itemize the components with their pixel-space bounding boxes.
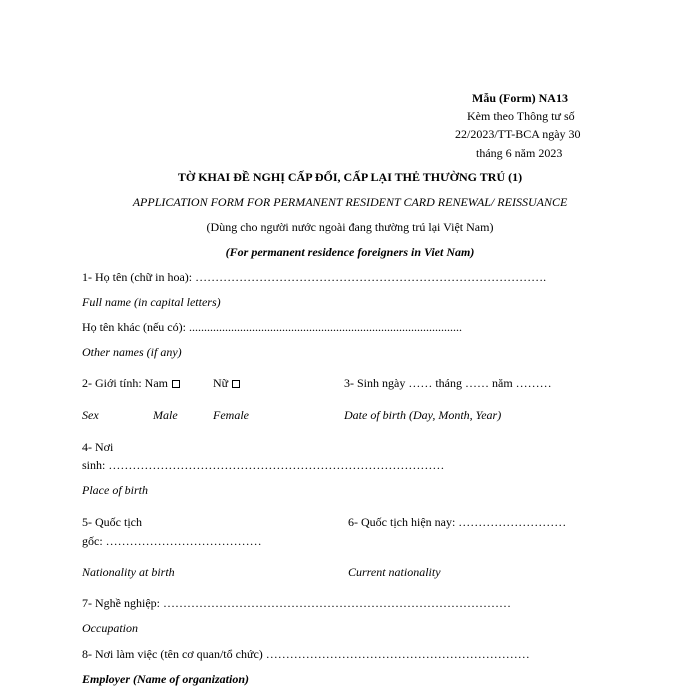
female-label: Nữ: [213, 376, 229, 390]
employer-en-label: Employer (Name of organization): [82, 672, 249, 686]
sex-male-label: 2- Giới tính: Nam: [82, 376, 169, 390]
form-subtitle-en: (For permanent residence foreigners in Viet Nam): [225, 245, 475, 259]
current-nationality-en-label: Current nationality: [348, 565, 441, 579]
sex-field: [82, 376, 180, 390]
employer-field: 8- Nơi làm việc (tên cơ quan/tổ chức) …………………………………………………………: [82, 647, 530, 661]
occupation-field: 7- Nghề nghiệp: ……………………………………………………………………………: [82, 596, 511, 610]
full-name-field: 1- Họ tên (chữ in hoa): …………………………………………………………………………….: [82, 270, 547, 284]
full-name-en-label: Full name (in capital letters): [82, 295, 221, 309]
dob-en-label: Date of birth (Day, Month, Year): [344, 408, 502, 422]
female-field: [213, 376, 240, 390]
form-code: Mẫu (Form) NA13: [472, 91, 568, 105]
circular-ref-line-2: 22/2023/TT-BCA ngày 30: [455, 127, 581, 141]
form-title-en: APPLICATION FORM FOR PERMANENT RESIDENT CARD RENEWAL/ REISSUANCE: [132, 195, 568, 209]
other-names-en-label: Other names (if any): [82, 345, 182, 359]
nationality-at-birth-field: gốc: …………………………………: [82, 534, 262, 548]
circular-ref-line-3: tháng 6 năm 2023: [476, 146, 563, 160]
current-nationality-field: 6- Quốc tịch hiện nay: ………………………: [348, 515, 567, 529]
male-checkbox[interactable]: [172, 380, 180, 388]
other-names-field: Họ tên khác (nếu có): ...........................................................................................: [82, 320, 462, 334]
form-subtitle-vn: (Dùng cho người nước ngoài đang thường trú lại Việt Nam): [206, 220, 494, 234]
place-of-birth-field: sinh: …………………………………………………………………………: [82, 458, 445, 472]
nationality-at-birth-en-label: Nationality at birth: [82, 565, 175, 579]
female-en-label: Female: [213, 408, 249, 422]
place-of-birth-en-label: Place of birth: [82, 483, 148, 497]
place-of-birth-label: 4- Nơi: [82, 440, 114, 454]
male-en-label: Male: [153, 408, 178, 422]
circular-ref-line-1: Kèm theo Thông tư số: [467, 109, 575, 123]
female-checkbox[interactable]: [232, 380, 240, 388]
date-of-birth-field: 3- Sinh ngày …… tháng …… năm ………: [344, 376, 552, 390]
occupation-en-label: Occupation: [82, 621, 138, 635]
sex-en-label: Sex: [82, 408, 99, 422]
nationality-at-birth-label: 5- Quốc tịch: [82, 515, 142, 529]
form-title-vn: TỜ KHAI ĐỀ NGHỊ CẤP ĐỔI, CẤP LẠI THẺ THƯỜNG TRÚ (1): [177, 170, 523, 184]
